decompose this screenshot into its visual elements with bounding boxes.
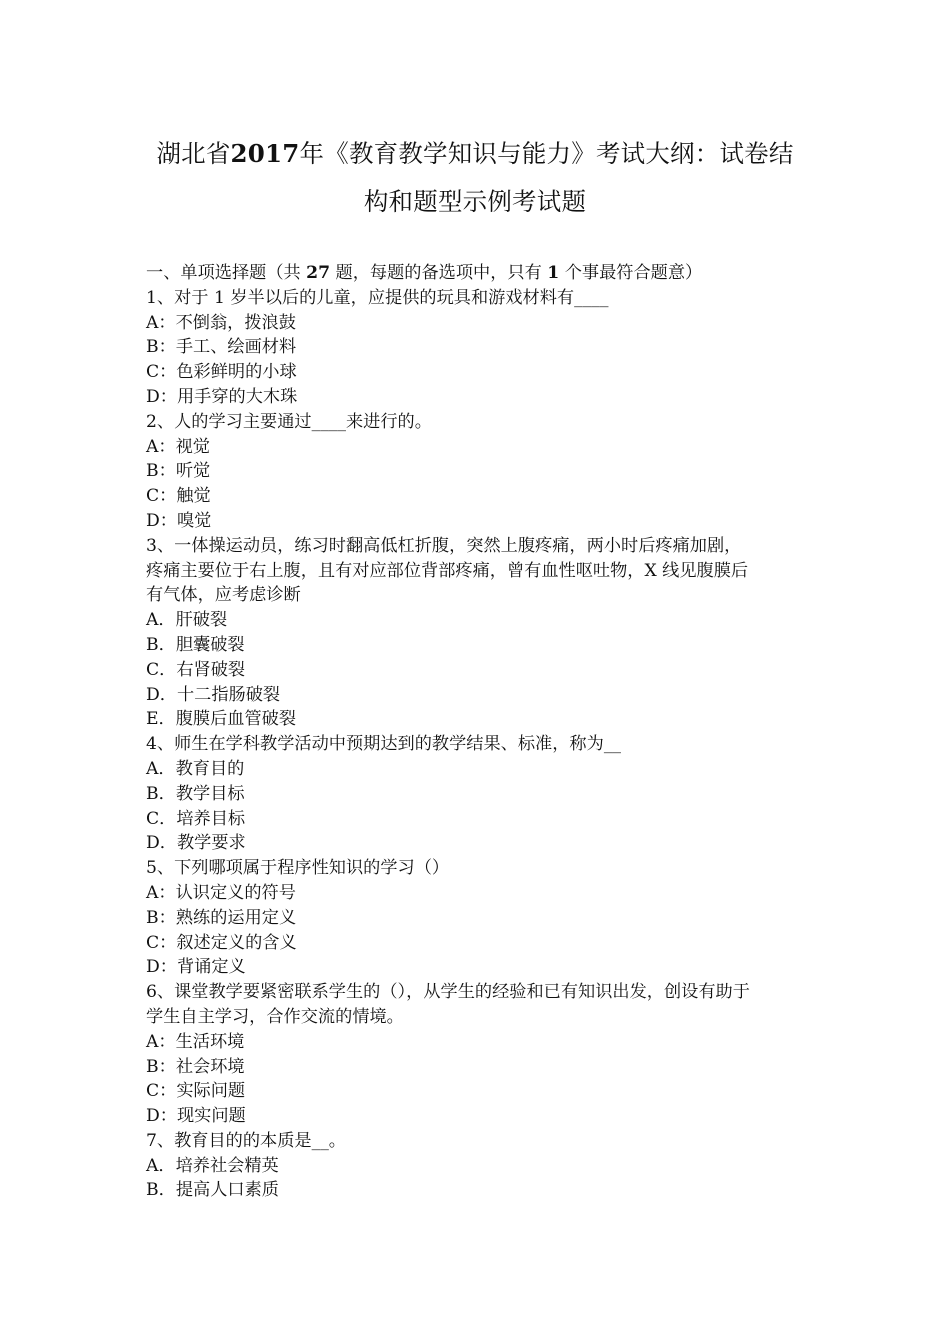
text-line: C：实际问题 <box>146 1081 246 1102</box>
text-line: A．培养社会精英 <box>146 1155 279 1176</box>
text-line: B：熟练的运用定义 <box>146 907 297 928</box>
text-line: C：触觉 <box>146 486 211 507</box>
text-line: 5、下列哪项属于程序性知识的学习（） <box>146 858 450 879</box>
text-line: 疼痛主要位于右上腹，且有对应部位背部疼痛，曾有血性呕吐物，X 线见腹膜后 <box>146 560 749 581</box>
section-text-b: 题，每题的备选项中，只有 <box>330 263 548 283</box>
title-text-a: 湖北省 <box>156 139 231 168</box>
text-line: D：嗅觉 <box>146 510 212 531</box>
text-line: A．肝破裂 <box>146 610 228 631</box>
text-line: B．教学目标 <box>146 783 245 804</box>
text-line: B：听觉 <box>146 461 211 482</box>
text-line: E．腹膜后血管破裂 <box>146 709 297 730</box>
section-text-a: 一、单项选择题（共 <box>146 263 307 283</box>
text-line: D：背诵定义 <box>146 957 246 978</box>
text-line: A：视觉 <box>146 436 210 457</box>
document-title-line-1 <box>90 139 860 169</box>
title-text-b: 年《教育教学知识与能力》考试大纲：试卷结 <box>299 139 794 168</box>
text-line: B：手工、绘画材料 <box>146 337 297 358</box>
section-correct-count: 1 <box>547 263 560 283</box>
text-line: A：生活环境 <box>146 1031 245 1052</box>
text-line: D．教学要求 <box>146 833 246 854</box>
text-line: D：用手穿的大木珠 <box>146 386 298 407</box>
text-line: 4、师生在学科教学活动中预期达到的教学结果、标准，称为__ <box>146 734 622 755</box>
text-line: C：叙述定义的含义 <box>146 932 297 953</box>
text-line: 6、课堂教学要紧密联系学生的（），从学生的经验和已有知识出发，创设有助于 <box>146 982 750 1003</box>
text-line: 学生自主学习，合作交流的情境。 <box>146 1006 404 1027</box>
text-line: A：不倒翁，拨浪鼓 <box>146 312 296 333</box>
text-line: C．培养目标 <box>146 808 246 829</box>
text-line: B．胆囊破裂 <box>146 634 245 655</box>
text-line: B．提高人口素质 <box>146 1180 279 1201</box>
document-title-line-2: 构和题型示例考试题 <box>363 187 587 216</box>
document-body <box>146 261 826 1203</box>
text-line: 有气体，应考虑诊断 <box>146 585 301 606</box>
section-question-count: 27 <box>306 263 331 283</box>
text-line: 3、一体操运动员，练习时翻高低杠折腹，突然上腹疼痛，两小时后疼痛加剧， <box>146 535 742 556</box>
title-year: 2017 <box>230 139 300 168</box>
text-line: C：色彩鲜明的小球 <box>146 362 297 383</box>
text-line: 2、人的学习主要通过____来进行的。 <box>146 411 432 432</box>
text-line: C．右肾破裂 <box>146 659 246 680</box>
text-line: D．十二指肠破裂 <box>146 684 281 705</box>
section-heading <box>146 261 826 286</box>
text-line: D：现实问题 <box>146 1106 246 1127</box>
text-line: 7、教育目的的本质是__。 <box>146 1130 346 1151</box>
section-text-c: 个事最符合题意） <box>559 263 703 283</box>
text-line: A．教育目的 <box>146 758 245 779</box>
text-line: B：社会环境 <box>146 1056 245 1077</box>
text-line: A：认识定义的符号 <box>146 882 296 903</box>
text-line: 1、对于 1 岁半以后的儿童，应提供的玩具和游戏材料有____ <box>146 287 609 308</box>
